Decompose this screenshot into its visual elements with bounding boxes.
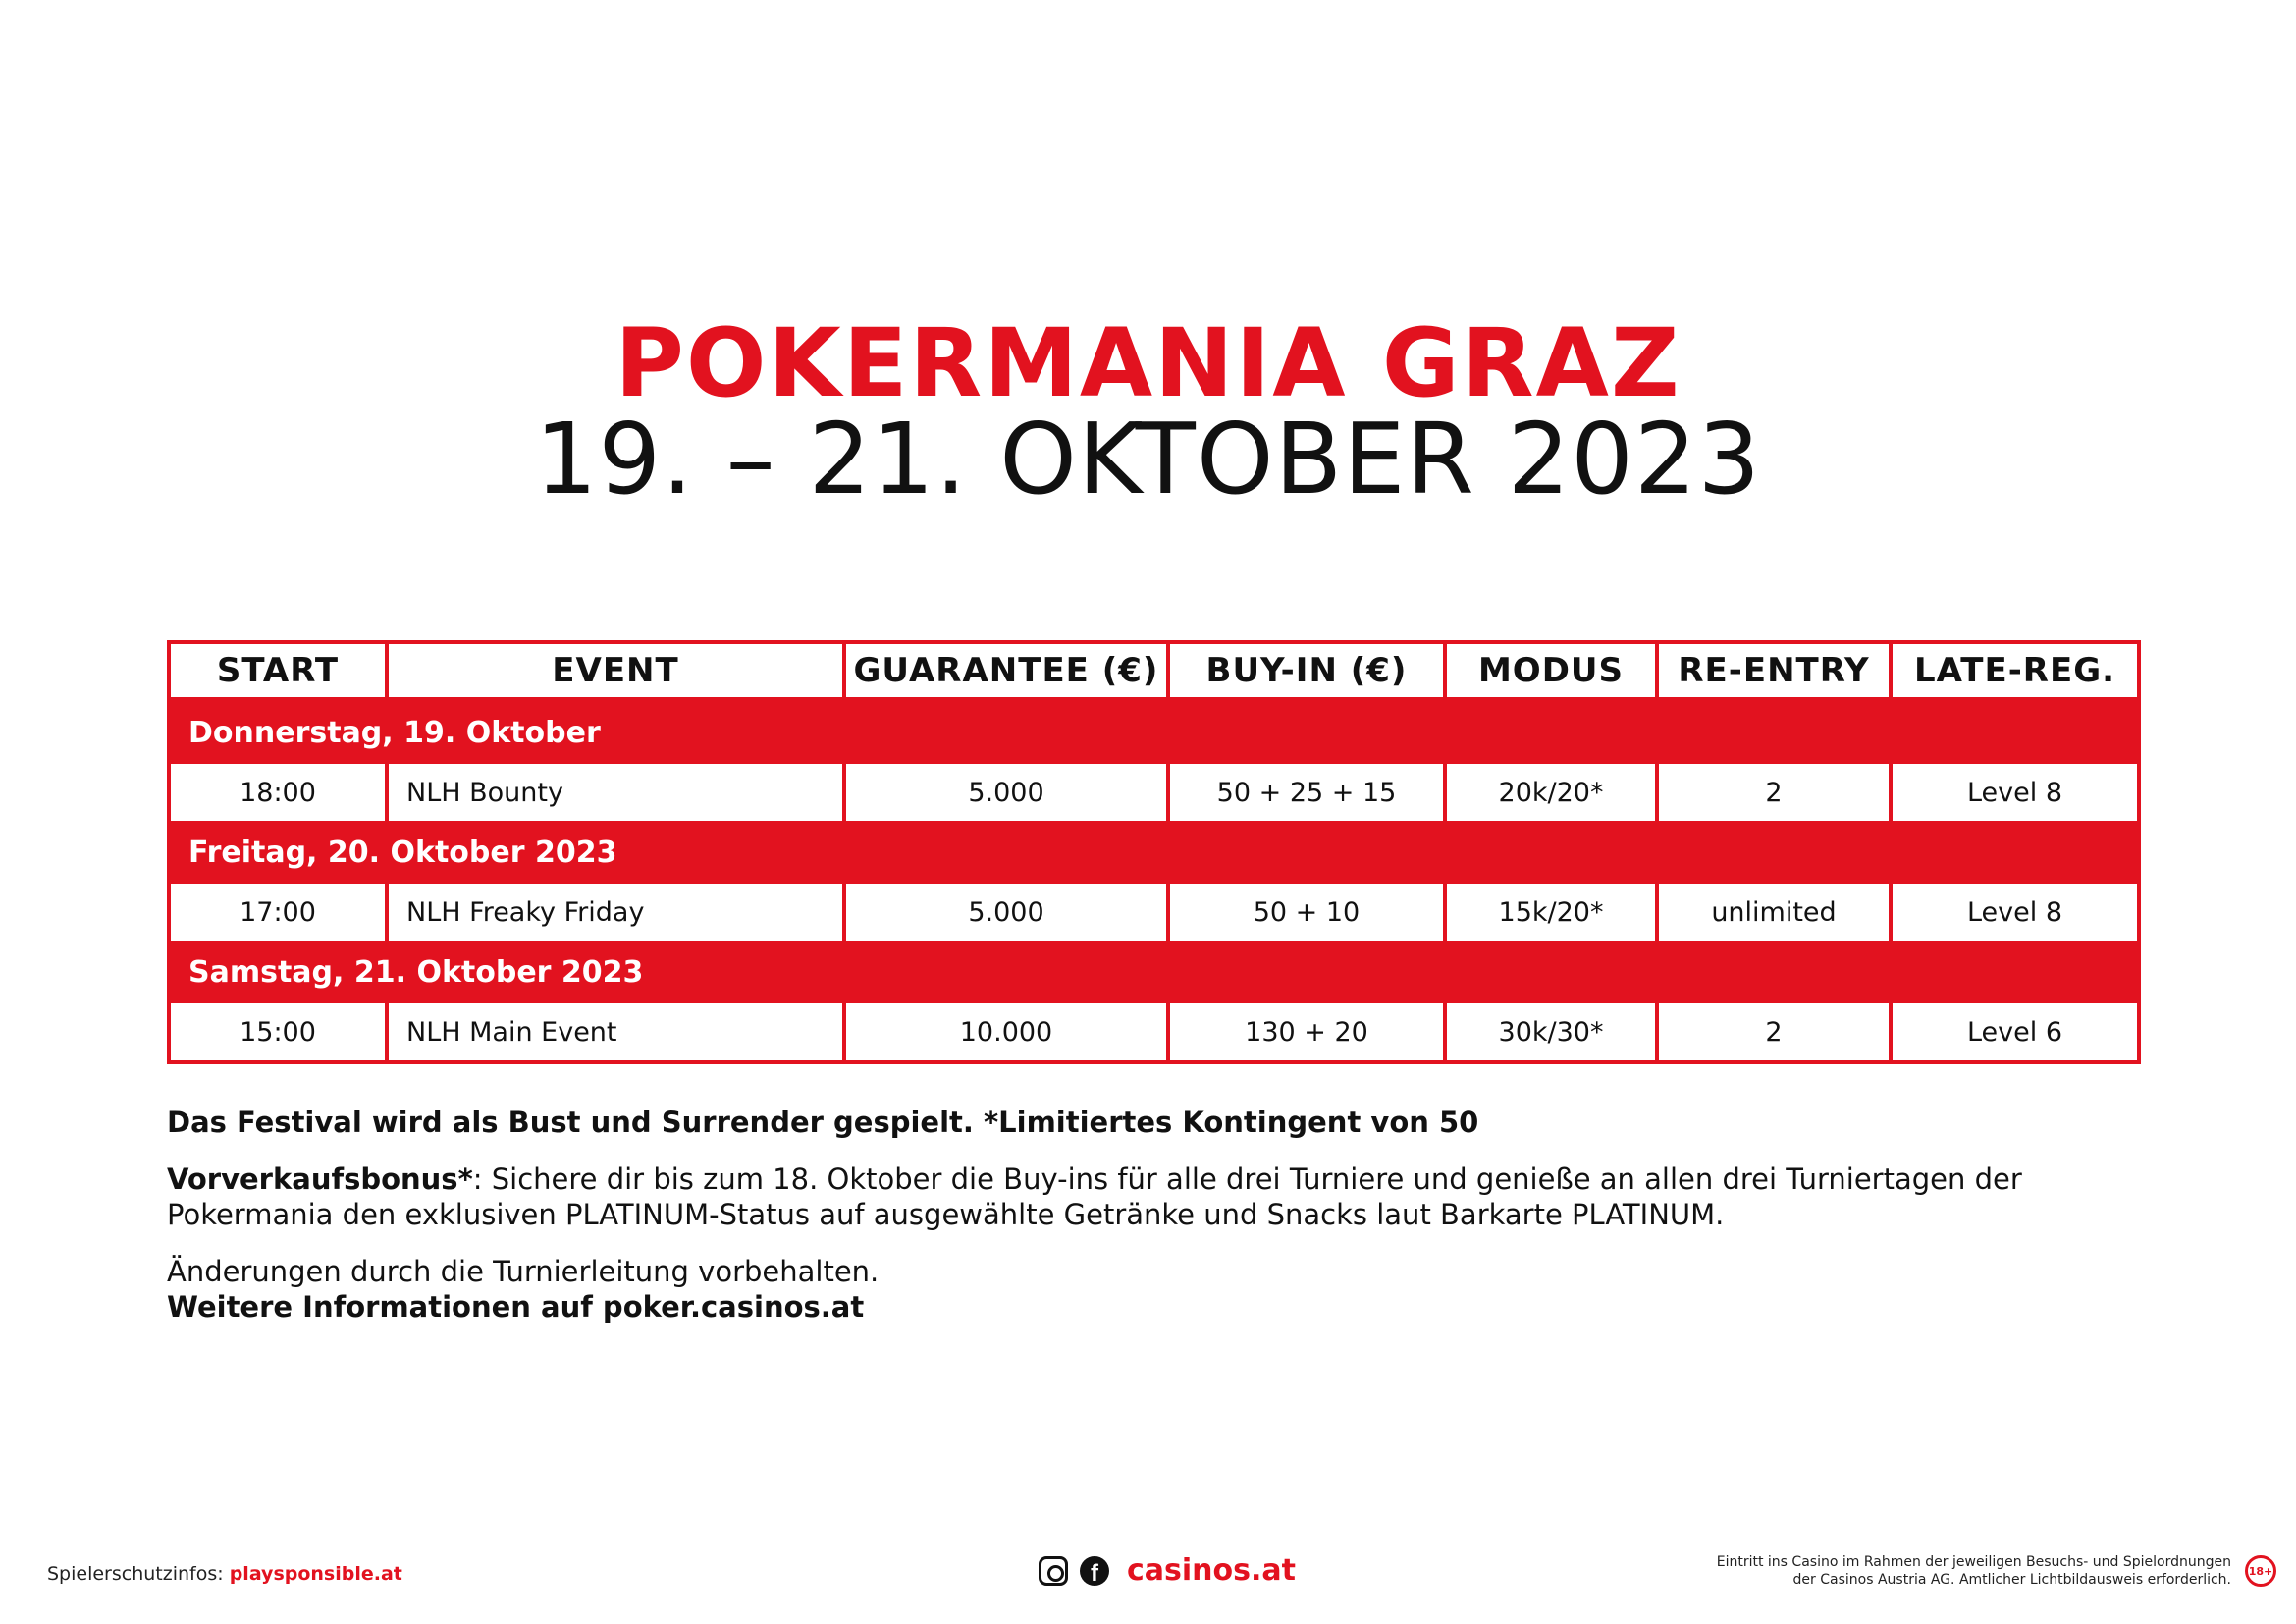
late-reg-cell: Level 8	[1966, 896, 2063, 928]
changes-note: Änderungen durch die Turnierleitung vorbehalten.	[167, 1255, 880, 1288]
column-header-buy-in: BUY-IN (€)	[1170, 644, 1447, 701]
facebook-icon[interactable]: f	[1080, 1556, 1109, 1586]
presale-bonus-label: Vorverkaufsbonus*	[167, 1163, 473, 1196]
guarantee-cell: 10.000	[846, 1003, 1170, 1060]
column-header-start: START	[171, 644, 389, 701]
format-note: Das Festival wird als Bust und Surrender gespielt. *Limitiertes Kontingent von 50	[167, 1106, 1479, 1139]
legal-line-1: Eintritt ins Casino im Rahmen der jeweiligen Besuchs- und Spielordnungen	[1716, 1554, 2231, 1570]
instagram-icon[interactable]	[1039, 1556, 1068, 1586]
legal-line-2: der Casinos Austria AG. Amtlicher Lichtbildausweis erforderlich.	[1792, 1572, 2231, 1588]
age-restriction-badge: 18+	[2245, 1555, 2276, 1587]
event-cell: NLH Freaky Friday	[389, 884, 846, 941]
notes-section	[167, 1105, 2141, 1325]
more-info-link[interactable]: Weitere Informationen auf poker.casinos.at	[167, 1290, 865, 1324]
guarantee-cell: 5.000	[846, 884, 1170, 941]
casinos-site-link[interactable]: casinos.at	[1127, 1553, 1296, 1588]
presale-bonus-note	[167, 1162, 2141, 1232]
presale-bonus-text: : Sichere dir bis zum 18. Oktober die Buy-ins für alle drei Turniere und genieße an allen drei Turniertagen der Pokermania den exklusiven PLATINUM-Status auf ausgewählte Getränke und Snacks laut Barkarte PLATINUM.	[167, 1163, 2022, 1231]
buy-in-cell: 50 + 10	[1170, 884, 1447, 941]
table-row	[171, 764, 2137, 821]
modus-cell: 15k/20*	[1447, 884, 1659, 941]
day-header-saturday: Samstag, 21. Oktober 2023	[171, 941, 2137, 1003]
re-entry-cell: unlimited	[1659, 884, 1893, 941]
schedule-table	[167, 640, 2141, 1064]
column-header-event: EVENT	[389, 644, 846, 701]
playsponsible-link[interactable]: playsponsible.at	[229, 1563, 402, 1585]
column-header-guarantee: GUARANTEE (€)	[846, 644, 1170, 701]
guarantee-cell: 5.000	[846, 764, 1170, 821]
page-title: POKERMANIA GRAZ	[614, 308, 1682, 418]
re-entry-cell: 2	[1659, 764, 1893, 821]
day-header-friday: Freitag, 20. Oktober 2023	[171, 821, 2137, 884]
buy-in-cell: 130 + 20	[1170, 1003, 1447, 1060]
column-header-modus: MODUS	[1447, 644, 1659, 701]
re-entry-cell: 2	[1659, 1003, 1893, 1060]
event-dates: 19. – 21. OKTOBER 2023	[534, 402, 1762, 516]
start-cell: 18:00	[171, 764, 389, 821]
day-header-thursday: Donnerstag, 19. Oktober	[171, 701, 2137, 764]
late-reg-cell: Level 8	[1966, 777, 2063, 808]
late-reg-cell: Level 6	[1966, 1016, 2063, 1048]
event-cell: NLH Bounty	[389, 764, 846, 821]
column-header-late-reg: LATE-REG.	[1893, 644, 2137, 701]
table-row	[171, 884, 2137, 941]
social-links	[1039, 1553, 1296, 1588]
modus-cell: 30k/30*	[1447, 1003, 1659, 1060]
event-cell: NLH Main Event	[389, 1003, 846, 1060]
buy-in-cell: 50 + 25 + 15	[1170, 764, 1447, 821]
legal-notice	[1717, 1553, 2231, 1589]
column-header-re-entry: RE-ENTRY	[1659, 644, 1893, 701]
player-protection-info	[47, 1563, 402, 1585]
player-protection-label: Spielerschutzinfos:	[47, 1563, 230, 1585]
modus-cell: 20k/20*	[1447, 764, 1659, 821]
table-row	[171, 1003, 2137, 1060]
start-cell: 17:00	[171, 884, 389, 941]
start-cell: 15:00	[171, 1003, 389, 1060]
table-header-row	[171, 644, 2137, 701]
